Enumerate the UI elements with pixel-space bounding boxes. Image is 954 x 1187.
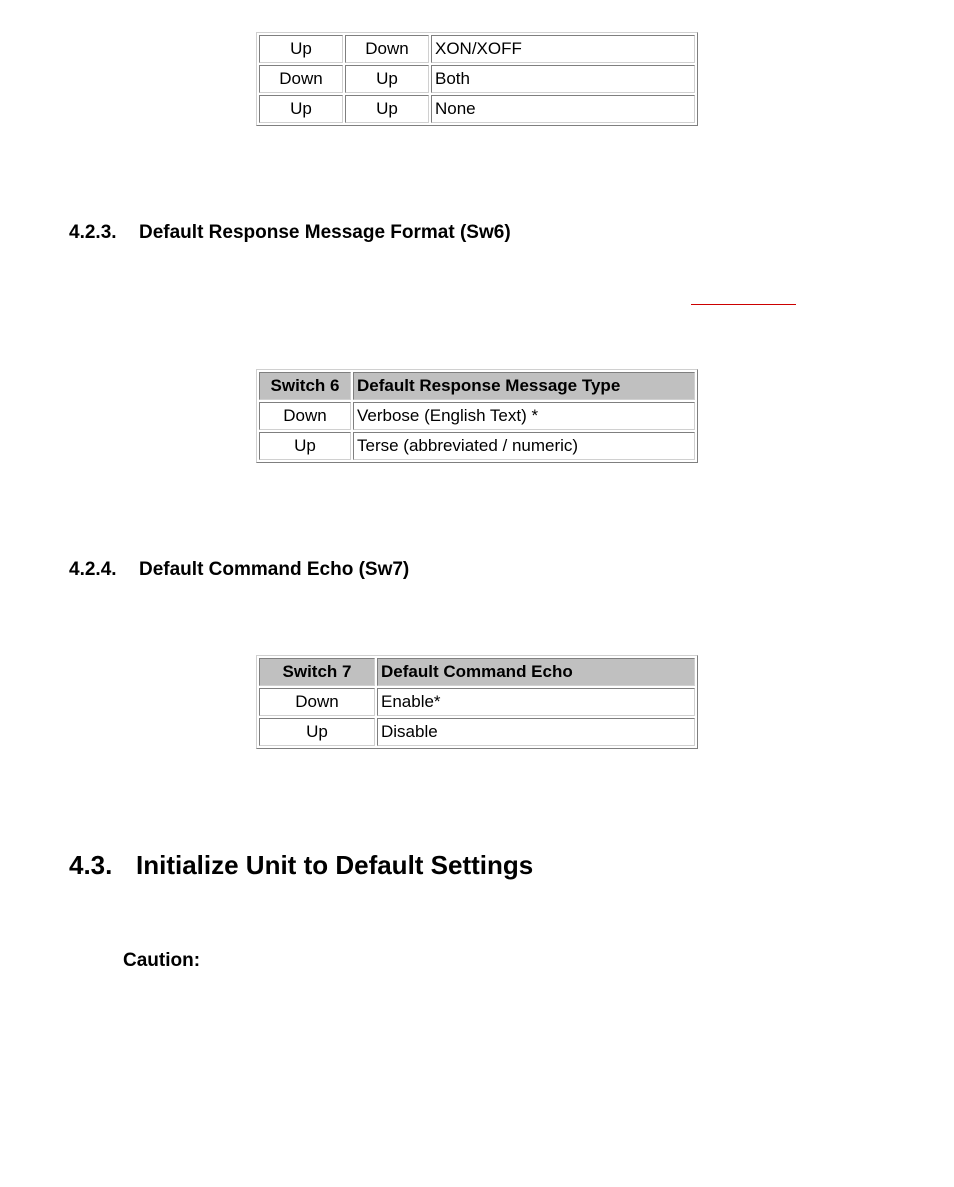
section-number: 4.2.3. [69,222,117,243]
table-header: Switch 7 [259,658,375,686]
link-underline[interactable] [691,304,796,305]
section-title: Default Response Message Format (Sw6) [139,222,511,243]
table-cell: Terse (abbreviated / numeric) [353,432,695,460]
table-cell: Down [345,35,429,63]
table-row [259,432,695,460]
table-cell: Down [259,402,351,430]
table-row [259,688,695,716]
table-cell: Up [259,432,351,460]
table-cell: Down [259,688,375,716]
section-number: 4.2.4. [69,559,117,580]
table-cell: Up [259,718,375,746]
table-header: Default Response Message Type [353,372,695,400]
sw6-table [256,369,698,463]
section-heading-4-2-3 [69,222,511,244]
table-cell: Up [345,65,429,93]
table-cell: Down [259,65,343,93]
table-header-row [259,658,695,686]
table-cell: Verbose (English Text) * [353,402,695,430]
table-cell: Up [259,35,343,63]
section-number: 4.3. [69,850,113,880]
section-heading-4-2-4 [69,559,409,581]
table-header-row [259,372,695,400]
table-row [259,402,695,430]
section-title: Initialize Unit to Default Settings [136,850,534,880]
flow-control-table [256,32,698,126]
table-row [259,718,695,746]
table-row [259,65,695,93]
table-header: Default Command Echo [377,658,695,686]
table-cell: Up [259,95,343,123]
table-cell: Disable [377,718,695,746]
sw7-table [256,655,698,749]
section-heading-4-3 [69,850,533,881]
table-row [259,35,695,63]
table-header: Switch 6 [259,372,351,400]
table-cell: Up [345,95,429,123]
table-row [259,95,695,123]
caution-label: Caution: [123,950,201,971]
table-cell: XON/XOFF [431,35,695,63]
table-cell: Both [431,65,695,93]
table-cell: None [431,95,695,123]
section-title: Default Command Echo (Sw7) [139,559,410,580]
table-cell: Enable* [377,688,695,716]
